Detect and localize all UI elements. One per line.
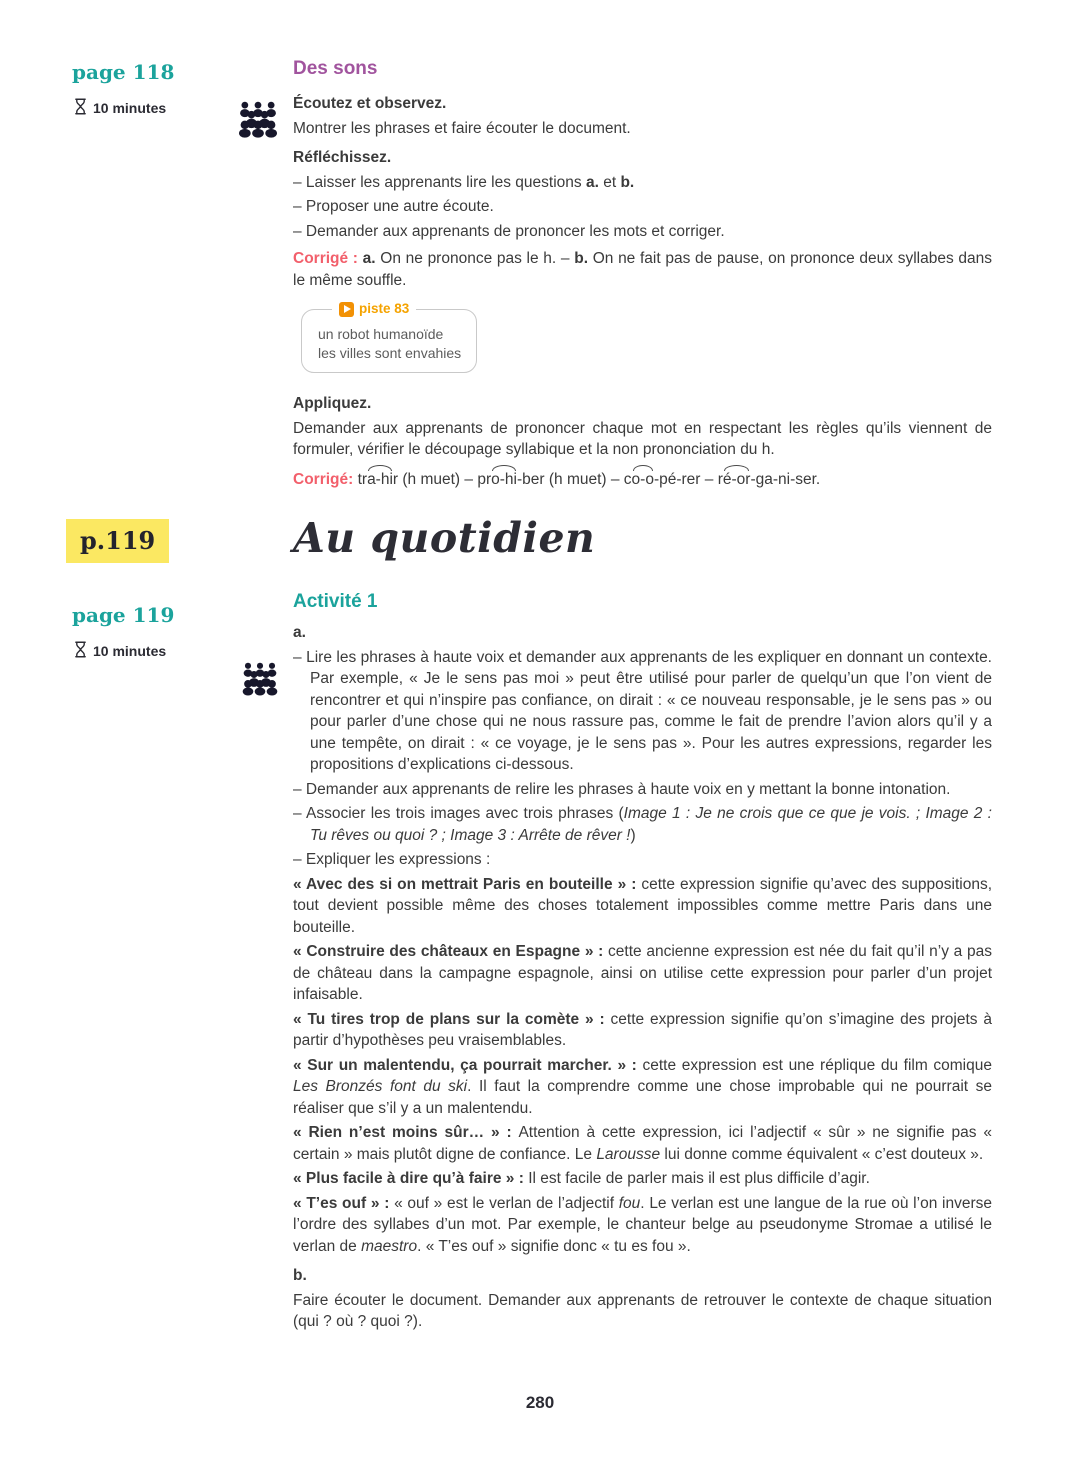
bullet-item: – Laisser les apprenants lire les questions a. et b. [293, 173, 635, 191]
bullet-item: – Proposer une autre écoute. [293, 198, 494, 215]
unit-title: Au quotidien [293, 514, 596, 562]
section-title-des-sons: Des sons [293, 58, 378, 79]
answer-key: Corrigé: tra-hir (h muet) – pro-hi-ber (h muet) – co-o-pé-rer – ré-or-ga-ni-ser. [293, 469, 992, 491]
expression-explanation: « Rien n’est moins sûr… » : Attention à cette expression, ici l’adjectif « sûr » ne signifie pas « certain » mais plutôt digne de confiance. Le Larousse lui donne comme équivalent « c’est douteux ». [293, 1124, 992, 1163]
duration-badge [74, 641, 166, 661]
expression-explanation: « Sur un malentendu, ça pourrait marcher. » : cette expression est une réplique du film comique Les Bronzés font du ski. Il faut la comprendre comme une chose improbable qui ne pourrait se réaliser que s’il y a un malentendu. [293, 1056, 992, 1117]
paragraph: Montrer les phrases et faire écouter le document. [293, 119, 631, 137]
track-phrase: les villes sont envahies [318, 345, 462, 361]
page-highlight-box: p.119 [66, 519, 169, 563]
paragraph: Faire écouter le document. Demander aux apprenants de retrouver le contexte de chaque situation (qui ? où ? quoi ?). [293, 1291, 992, 1330]
track-phrase: un robot humanoïde [318, 326, 444, 342]
play-icon [339, 302, 354, 317]
expression-explanation: « Plus facile à dire qu’à faire » : Il est facile de parler mais il est plus difficile d’agir. [293, 1170, 870, 1187]
duration-text: 10 minutes [93, 643, 167, 659]
expression-explanation: « T’es ouf » : « ouf » est le verlan de l’adjectif fou. Le verlan est une langue de la rue où l’on inverse l’ordre des syllabes d’un mot. Par exemple, le chanteur belge au pseudonyme Stromae a utilisé le verlan de maestro. « T’es ouf » signifie donc « tu es fou ». [293, 1194, 992, 1255]
paragraph: Demander aux apprenants de prononcer chaque mot en respectant les règles qu’ils viennent de formuler, vérifier le découpage syllabique et la non prononciation du h. [293, 419, 992, 458]
item-label-a: a. [293, 624, 306, 641]
bullet-item: – Demander aux apprenants de relire les phrases à haute voix en y mettant la bonne intonation. [293, 780, 951, 798]
answer-key: Corrigé : a. On ne prononce pas le h. – b. On ne fait pas de pause, on prononce deux syllabes dans le même souffle. [293, 250, 992, 289]
bullet-item: – Associer les trois images avec trois phrases (Image 1 : Je ne crois que ce que je vois. ; Image 2 : Tu rêves ou quoi ? ; Image 3 : Arrête de rêver !) [293, 805, 992, 844]
people-group-icon [236, 100, 280, 143]
hourglass-icon [74, 98, 87, 118]
margin-page-ref-119: page 119 [72, 603, 175, 627]
expression-explanation: « Construire des châteaux en Espagne » : cette ancienne expression est née du fait qu’il n’y a pas de château dans la campagne espagnole, ainsi on utilise cette expression pour parler d’un projet infaisable. [293, 943, 992, 1003]
activity-title: Activité 1 [293, 591, 378, 612]
step-title-ecoutez: Écoutez et observez. [293, 95, 447, 112]
audio-track-box [301, 301, 477, 373]
people-group-icon [240, 661, 280, 701]
main-column [293, 57, 992, 1336]
duration-badge [74, 98, 166, 118]
expression-explanation: « Avec des si on mettrait Paris en bouteille » : cette expression signifie qu’avec des suppositions, tout devient possible même des choses totalement impossibles comme mettre Paris dans une bouteille. [293, 875, 993, 936]
audio-track-label [332, 301, 416, 317]
page-number: 280 [525, 1393, 555, 1412]
hourglass-icon [74, 641, 87, 661]
item-label-b: b. [293, 1267, 307, 1284]
duration-text: 10 minutes [93, 100, 167, 116]
expression-explanation: « Tu tires trop de plans sur la comète » : cette expression signifie qu’on s’imagine des projets à partir d’hypothèses peu vraisemblables. [293, 1010, 992, 1049]
bullet-item: – Demander aux apprenants de prononcer les mots et corriger. [293, 222, 725, 240]
track-number: piste 83 [359, 301, 410, 316]
margin-page-ref-118: page 118 [72, 60, 175, 84]
step-title-appliquez: Appliquez. [293, 395, 372, 412]
bullet-item: – Expliquer les expressions : [293, 851, 491, 868]
bullet-item: – Lire les phrases à haute voix et demander aux apprenants de les expliquer en donnant un contexte. Par exemple, « Je le sens pas moi » peut être utilisé pour parler de quelqu’un que l’on vient de rencontrer et qui n’inspire pas confiance, on dirait : « ce nouveau responsable, je le sens pas » ou pour parler d’une chose qui ne nous rassure pas, comme le fait de prendre l’avion alors qu’il y a une tempête, on dirait : « ce voyage, je le sens pas ». Pour les autres expressions, regarder les propositions d’explications ci-dessous. [293, 648, 992, 773]
step-title-reflechissez: Réfléchissez. [293, 149, 392, 166]
